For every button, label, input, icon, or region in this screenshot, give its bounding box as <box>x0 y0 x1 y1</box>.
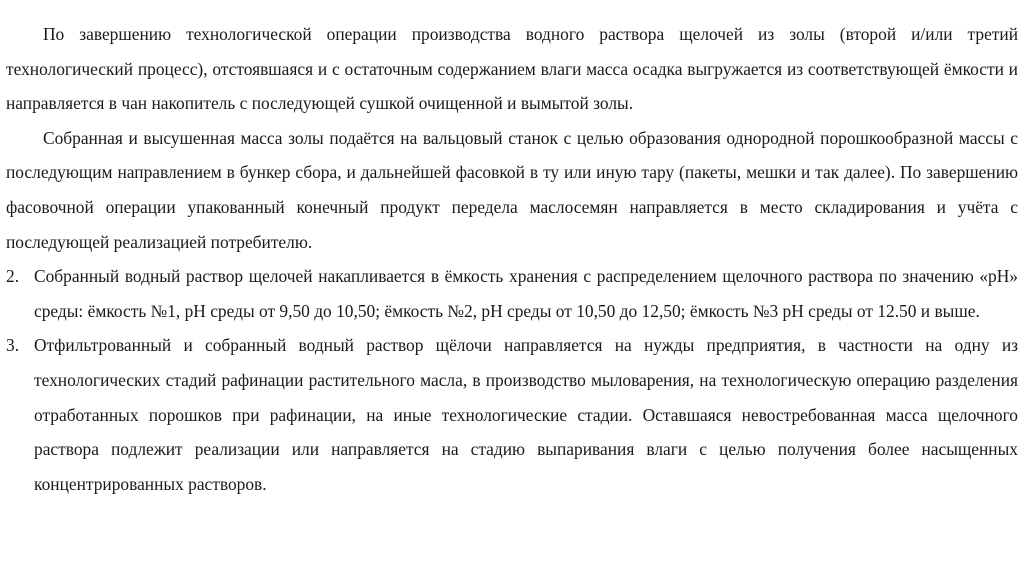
list-item-text: Собранный водный раствор щелочей накапливается в ёмкость хранения с распределением щелочного раствора по значению «pH» среды: ёмкость №1, pH среды от 9,50 до 10,50; ёмкость №2, pH среды от 10,50 до 12,50; ёмкость №3 pH среды от 12.50 и выше. <box>34 266 1018 321</box>
list-item-number: 3. <box>6 335 20 356</box>
list-item-number: 2. <box>6 266 20 287</box>
list-item <box>6 259 1018 328</box>
numbered-list <box>6 259 1018 501</box>
list-item-text: Отфильтрованный и собранный водный раствор щёлочи направляется на нужды предприятия, в частности на одну из технологических стадий рафинации растительного масла, в производство мыловарения, на технологическую операцию разделения отработанных порошков при рафинации, на иные технологические стадии. Оставшаяся невостребованная масса щелочного раствора подлежит реализации или направляется на стадию выпаривания влаги с целью получения более насыщенных концентрированных растворов. <box>34 335 1018 494</box>
document-page <box>6 0 1018 574</box>
paragraph-ash-packaging: Собранная и высушенная масса золы подаётся на вальцовый станок с целью образования однородной порошкообразной массы с последующим направлением в бункер сбора, и дальнейшей фасовкой в ту или иную тару (пакеты, мешки и так далее). По завершению фасовочной операции упакованный конечный продукт передела маслосемян направляется в место складирования и учёта с последующей реализацией потребителю. <box>6 127 1018 252</box>
list-item <box>6 328 1018 501</box>
paragraph-ash-sediment: По завершению технологической операции производства водного раствора щелочей из золы (второй и/или третий технологический процесс), отстоявшаяся и с остаточным содержанием влаги масса осадка выгружается из соответствующей ёмкости и направляется в чан накопитель с последующей сушкой очищенной и вымытой золы. <box>6 24 1018 114</box>
